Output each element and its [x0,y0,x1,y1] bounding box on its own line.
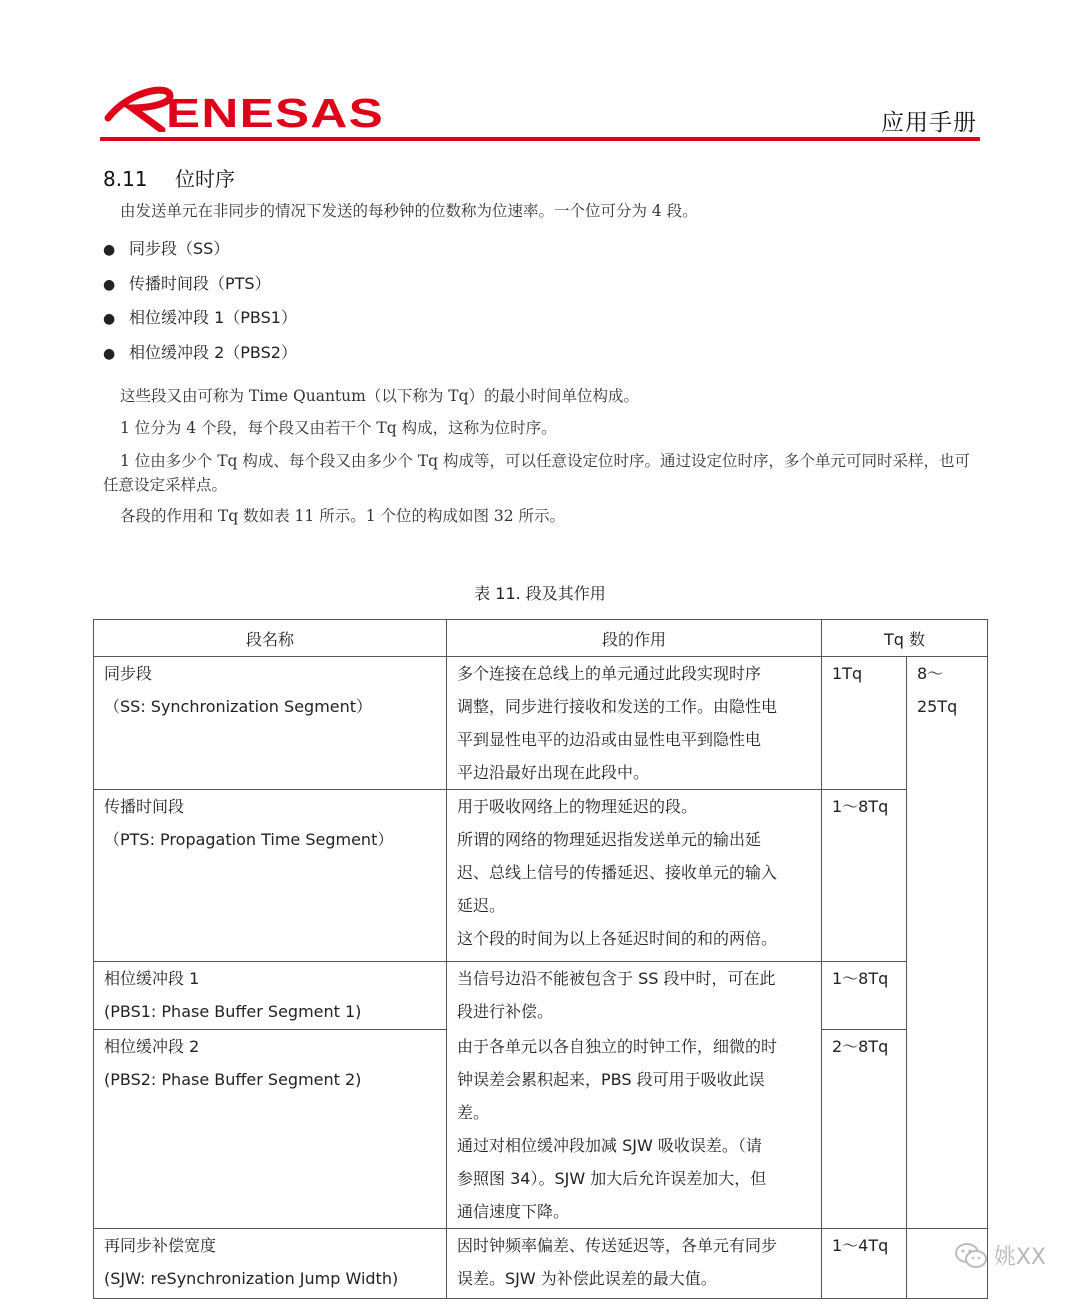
paragraph: 这些段又由可称为 Time Quantum（以下称为 Tq）的最小时间单位构成。 [120,387,640,405]
intro-text: 由发送单元在非同步的情况下发送的每秒钟的位数称为位速率。一个位可分为 4 段。 [120,202,698,220]
column-header: 段名称 [94,620,447,657]
segment-name-cell: 再同步补偿宽度 (SJW: reSynchronization Jump Width) [94,1229,447,1299]
segment-role-cell: 多个连接在总线上的单元通过此段实现时序 调整，同步进行接收和发送的工作。由隐性电 平到显性电平的边沿或由显性电平到隐性电 平边沿最好出现在此段中。 [447,657,822,790]
watermark [954,1240,1046,1271]
paragraph: 1 位由多少个 Tq 构成、每个段又由多少个 Tq 构成等，可以任意设定位时序。通过设定位时序，多个单元可同时采样，也可任意设定采样点。 [103,452,971,494]
watermark-text: 姚XX [993,1245,1046,1270]
table-row [94,790,988,962]
segment-tq-cell: 1Tq [822,657,907,790]
segment-name-cell: 传播时间段 （PTS: Propagation Time Segment） [94,790,447,962]
segment-list [103,236,297,374]
table-caption: 表 11. 段及其作用 [474,584,606,603]
table-row [94,962,988,1030]
segment-name-cell: 相位缓冲段 1 (PBS1: Phase Buffer Segment 1) [94,962,447,1030]
list-item: ● 相位缓冲段 1（PBS1） [103,305,297,340]
section-heading [103,163,235,192]
list-item: ● 同步段（SS） [103,236,297,271]
wechat-icon [954,1241,988,1271]
table-row [94,1030,988,1229]
header-rule [100,137,980,141]
paragraph: 1 位分为 4 个段，每个段又由若干个 Tq 构成，这称为位时序。 [120,419,557,437]
segment-role-cell: 因时钟频率偏差、传送延迟等，各单元有同步 误差。SJW 为补偿此误差的最大值。 [447,1229,822,1299]
section-title: 位时序 [175,167,235,191]
segment-role-cell: 当信号边沿不能被包含于 SS 段中时，可在此 段进行补偿。 [447,962,822,1030]
list-item: ● 相位缓冲段 2（PBS2） [103,340,297,375]
bullet-icon: ● [103,276,116,293]
table-row [94,657,988,790]
paragraph: 各段的作用和 Tq 数如表 11 所示。1 个位的构成如图 32 所示。 [120,507,566,525]
total-tq-cell: 8～ 25Tq [907,657,988,1229]
segment-tq-cell: 2～8Tq [822,1030,907,1229]
bullet-icon: ● [103,311,116,327]
svg-text:ENESAS: ENESAS [166,90,384,132]
list-item: ● 传播时间段（PTS） [103,271,297,306]
renesas-logo [100,82,386,132]
table-header-row [94,620,988,657]
segment-tq-cell: 1～8Tq [822,962,907,1030]
doc-type-label: 应用手册 [881,110,977,136]
segment-role-cell: 由于各单元以各自独立的时钟工作，细微的时 钟误差会累积起来，PBS 段可用于吸收此误 差。 通过对相位缓冲段加减 SJW 吸收误差。（请 参照图 34）。SJW 加大后允许误差加大，但 通信速度下降。 [447,1030,822,1229]
segment-table [93,619,988,1299]
segment-name-cell: 相位缓冲段 2 (PBS2: Phase Buffer Segment 2) [94,1030,447,1229]
intro-paragraph [103,199,983,223]
column-header: Tq 数 [822,620,988,657]
segment-name-cell: 同步段 （SS: Synchronization Segment） [94,657,447,790]
column-header: 段的作用 [447,620,822,657]
bullet-icon: ● [103,345,116,362]
table-row [94,1229,988,1299]
bullet-icon: ● [103,242,116,258]
segment-tq-cell: 1～4Tq [822,1229,907,1299]
segment-role-cell: 用于吸收网络上的物理延迟的段。 所谓的网络的物理延迟指发送单元的输出延 迟、总线上信号的传播延迟、接收单元的输入 延迟。 这个段的时间为以上各延迟时间的和的两倍。 [447,790,822,962]
segment-tq-cell: 1～8Tq [822,790,907,962]
section-number: 8.11 [103,167,148,191]
